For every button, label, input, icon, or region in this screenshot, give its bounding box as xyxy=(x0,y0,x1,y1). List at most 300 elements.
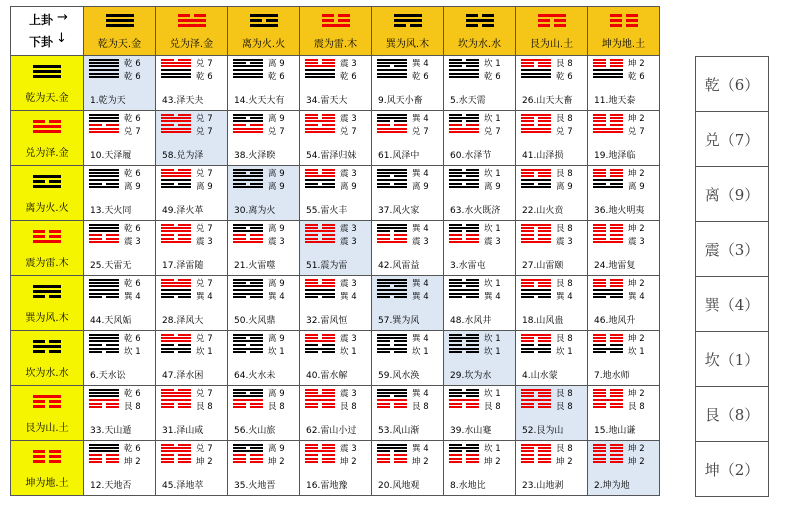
upper-trigram-tag: 震 3 xyxy=(340,224,357,234)
hexagram-symbol-icon xyxy=(233,279,263,299)
lower-trigram-tag: 坤 2 xyxy=(412,457,429,467)
hexagram-cell xyxy=(300,221,372,276)
hexagram-cell xyxy=(516,166,588,221)
lower-trigram-tag: 离 9 xyxy=(556,182,573,192)
hexagram-grid xyxy=(10,6,660,496)
trigram-symbol-icon xyxy=(322,14,350,29)
lower-trigram-tag: 巽 4 xyxy=(412,292,429,302)
upper-trigram-tag: 坤 2 xyxy=(628,224,645,234)
hexagram-name: 1.乾为天 xyxy=(90,96,126,106)
trigram-symbol-icon xyxy=(466,14,494,29)
hexagram-name: 24.地雷复 xyxy=(594,261,636,271)
upper-trigram-tag: 兑 7 xyxy=(196,224,213,234)
hexagram-cell xyxy=(516,111,588,166)
hexagram-name: 35.火地晋 xyxy=(234,481,276,491)
hexagram-name: 43.泽天夬 xyxy=(162,96,204,106)
trigram-symbol-icon xyxy=(178,14,206,29)
hexagram-name: 19.地泽临 xyxy=(594,151,636,161)
upper-trigram-tag: 离 9 xyxy=(268,444,285,454)
upper-trigram-tag: 坤 2 xyxy=(628,279,645,289)
hexagram-symbol-icon xyxy=(449,334,479,354)
lower-trigram-tag: 坎 1 xyxy=(124,347,141,357)
upper-trigram-tag: 乾 6 xyxy=(124,334,141,344)
hexagram-cell xyxy=(84,441,156,496)
hexagram-name: 30.离为火 xyxy=(234,206,276,216)
lower-trigram-tag: 震 3 xyxy=(124,237,141,247)
hexagram-name: 26.山天大畜 xyxy=(522,96,573,106)
upper-trigram-tag: 乾 6 xyxy=(124,444,141,454)
row-header-name: 兑为泽.金 xyxy=(25,148,69,159)
hexagram-cell xyxy=(588,441,660,496)
hexagram-symbol-icon xyxy=(449,59,479,79)
lower-trigram-tag: 坤 2 xyxy=(628,457,645,467)
down-arrow-icon: ↓ xyxy=(56,31,67,46)
hexagram-cell xyxy=(84,331,156,386)
hexagram-cell xyxy=(516,56,588,111)
hexagram-symbol-icon xyxy=(89,169,119,189)
column-header-name: 离为火.火 xyxy=(241,39,286,50)
hexagram-name: 64.火水未 xyxy=(234,371,276,381)
upper-trigram-tag: 艮 8 xyxy=(556,389,573,399)
hexagram-name: 3.水雷屯 xyxy=(450,261,486,271)
hexagram-cell xyxy=(228,56,300,111)
column-header-dui xyxy=(156,7,228,56)
hexagram-name: 23.山地剥 xyxy=(522,481,564,491)
upper-trigram-tag: 乾 6 xyxy=(124,224,141,234)
upper-trigram-tag: 艮 8 xyxy=(556,114,573,124)
hexagram-name: 7.地水师 xyxy=(594,371,630,381)
upper-trigram-tag: 巽 4 xyxy=(412,224,429,234)
hexagram-symbol-icon xyxy=(233,169,263,189)
upper-trigram-tag: 震 3 xyxy=(340,334,357,344)
hexagram-symbol-icon xyxy=(377,224,407,244)
column-header-kun xyxy=(588,7,660,56)
lower-trigram-tag: 巽 4 xyxy=(484,292,501,302)
lower-trigram-tag: 乾 6 xyxy=(412,72,429,82)
hexagram-cell xyxy=(444,111,516,166)
lower-trigram-tag: 坎 1 xyxy=(268,347,285,357)
hexagram-symbol-icon xyxy=(161,59,191,79)
upper-trigram-tag: 坎 1 xyxy=(484,334,501,344)
hexagram-name: 22.山火贲 xyxy=(522,206,564,216)
side-trigram-label: 兑（7） xyxy=(696,112,769,167)
lower-trigram-tag: 艮 8 xyxy=(484,402,501,412)
upper-trigram-tag: 坎 1 xyxy=(484,279,501,289)
hexagram-cell xyxy=(372,166,444,221)
upper-trigram-tag: 乾 6 xyxy=(124,279,141,289)
row-header-li xyxy=(11,166,84,221)
upper-trigram-tag: 兑 7 xyxy=(196,59,213,69)
hexagram-symbol-icon xyxy=(377,389,407,409)
lower-trigram-tag: 坎 1 xyxy=(196,347,213,357)
hexagram-cell xyxy=(516,221,588,276)
lower-trigram-tag: 离 9 xyxy=(484,182,501,192)
hexagram-symbol-icon xyxy=(305,169,335,189)
hexagram-name: 62.雷山小过 xyxy=(306,426,357,436)
hexagram-cell xyxy=(444,441,516,496)
hexagram-symbol-icon xyxy=(593,59,623,79)
lower-trigram-tag: 震 3 xyxy=(340,237,357,247)
hexagram-cell xyxy=(156,386,228,441)
hexagram-cell xyxy=(156,111,228,166)
hexagram-cell xyxy=(372,386,444,441)
hexagram-name: 11.地天泰 xyxy=(594,96,636,106)
column-header-name: 兑为泽.金 xyxy=(169,39,214,50)
lower-trigram-tag: 震 3 xyxy=(556,237,573,247)
hexagram-cell xyxy=(84,56,156,111)
hexagram-symbol-icon xyxy=(593,169,623,189)
hexagram-symbol-icon xyxy=(161,334,191,354)
hexagram-symbol-icon xyxy=(305,224,335,244)
lower-trigram-tag: 兑 7 xyxy=(628,127,645,137)
hexagram-cell xyxy=(228,441,300,496)
hexagram-name: 15.地山谦 xyxy=(594,426,636,436)
hexagram-name: 39.水山蹇 xyxy=(450,426,492,436)
hexagram-cell xyxy=(372,276,444,331)
lower-trigram-tag: 离 9 xyxy=(340,182,357,192)
lower-trigram-tag: 震 3 xyxy=(268,237,285,247)
trigram-symbol-icon xyxy=(33,175,61,190)
upper-trigram-tag: 乾 6 xyxy=(124,169,141,179)
hexagram-name: 27.山雷颐 xyxy=(522,261,564,271)
hexagram-symbol-icon xyxy=(593,334,623,354)
hexagram-name: 9.风天小畜 xyxy=(378,96,423,106)
row-header-name: 坎为水.水 xyxy=(25,368,69,379)
hexagram-symbol-icon xyxy=(233,334,263,354)
row-header-name: 震为雷.木 xyxy=(25,258,69,269)
hexagram-name: 18.山风蛊 xyxy=(522,316,564,326)
trigram-symbol-icon xyxy=(33,450,61,465)
upper-trigram-tag: 离 9 xyxy=(268,334,285,344)
lower-trigram-tag: 坎 1 xyxy=(484,347,501,357)
trigram-number-list xyxy=(695,56,769,497)
hexagram-cell xyxy=(588,56,660,111)
hexagram-symbol-icon xyxy=(89,279,119,299)
hexagram-symbol-icon xyxy=(449,224,479,244)
side-trigram-label: 乾（6） xyxy=(696,57,769,112)
hexagram-cell xyxy=(516,441,588,496)
hexagram-name: 21.火雷噬 xyxy=(234,261,276,271)
upper-trigram-tag: 巽 4 xyxy=(412,114,429,124)
lower-trigram-tag: 巽 4 xyxy=(340,292,357,302)
hexagram-cell xyxy=(156,166,228,221)
lower-trigram-tag: 乾 6 xyxy=(484,72,501,82)
hexagram-symbol-icon xyxy=(305,389,335,409)
trigram-symbol-icon xyxy=(610,14,638,29)
hexagram-cell xyxy=(228,386,300,441)
upper-trigram-tag: 艮 8 xyxy=(556,224,573,234)
hexagram-name: 13.天火同 xyxy=(90,206,132,216)
hexagram-symbol-icon xyxy=(521,59,551,79)
hexagram-name: 53.风山渐 xyxy=(378,426,420,436)
corner-cell xyxy=(11,7,84,56)
row-header-kun xyxy=(11,441,84,496)
lower-trigram-tag: 巽 4 xyxy=(268,292,285,302)
lower-trigram-tag: 艮 8 xyxy=(340,402,357,412)
row-header-name: 坤为地.土 xyxy=(25,478,69,489)
upper-trigram-tag: 艮 8 xyxy=(556,444,573,454)
hexagram-symbol-icon xyxy=(89,444,119,464)
upper-trigram-tag: 坤 2 xyxy=(628,444,645,454)
column-header-name: 坎为水.水 xyxy=(457,39,502,50)
upper-trigram-tag: 巽 4 xyxy=(412,334,429,344)
hexagram-cell xyxy=(84,221,156,276)
hexagram-name: 63.水火既济 xyxy=(450,206,501,216)
lower-trigram-tag: 乾 6 xyxy=(556,72,573,82)
hexagram-symbol-icon xyxy=(377,444,407,464)
lower-trigram-tag: 离 9 xyxy=(124,182,141,192)
upper-trigram-tag: 坤 2 xyxy=(628,389,645,399)
upper-trigram-tag: 艮 8 xyxy=(556,334,573,344)
trigram-symbol-icon xyxy=(250,14,278,29)
upper-trigram-tag: 坤 2 xyxy=(628,59,645,69)
hexagram-symbol-icon xyxy=(305,114,335,134)
lower-trigram-tag: 离 9 xyxy=(196,182,213,192)
lower-trigram-tag: 坤 2 xyxy=(196,457,213,467)
hexagram-cell xyxy=(372,56,444,111)
upper-trigram-tag: 离 9 xyxy=(268,224,285,234)
hexagram-name: 50.火风鼎 xyxy=(234,316,276,326)
hexagram-name: 45.泽地萃 xyxy=(162,481,204,491)
upper-trigram-tag: 震 3 xyxy=(340,389,357,399)
upper-trigram-tag: 巽 4 xyxy=(412,59,429,69)
hexagram-cell xyxy=(444,166,516,221)
column-header-name: 艮为山.土 xyxy=(529,39,574,50)
lower-trigram-tag: 巽 4 xyxy=(196,292,213,302)
upper-trigram-tag: 巽 4 xyxy=(412,444,429,454)
upper-trigram-tag: 离 9 xyxy=(268,114,285,124)
hexagram-symbol-icon xyxy=(377,334,407,354)
row-header-xun xyxy=(11,276,84,331)
hexagram-name: 29.坎为水 xyxy=(450,371,492,381)
hexagram-name: 8.水地比 xyxy=(450,481,486,491)
hexagram-name: 25.天雷无 xyxy=(90,261,132,271)
hexagram-name: 14.火天大有 xyxy=(234,96,285,106)
column-header-name: 震为雷.木 xyxy=(313,39,358,50)
hexagram-symbol-icon xyxy=(305,59,335,79)
upper-trigram-tag: 震 3 xyxy=(340,169,357,179)
lower-trigram-tag: 震 3 xyxy=(484,237,501,247)
hexagram-name: 6.天水讼 xyxy=(90,371,126,381)
hexagram-cell xyxy=(300,441,372,496)
upper-trigram-tag: 坤 2 xyxy=(628,114,645,124)
row-header-name: 艮为山.土 xyxy=(25,423,69,434)
lower-trigram-tag: 坤 2 xyxy=(556,457,573,467)
hexagram-cell xyxy=(444,276,516,331)
hexagram-symbol-icon xyxy=(161,224,191,244)
hexagram-symbol-icon xyxy=(161,444,191,464)
lower-trigram-tag: 坤 2 xyxy=(268,457,285,467)
hexagram-symbol-icon xyxy=(449,169,479,189)
hexagram-symbol-icon xyxy=(305,279,335,299)
hexagram-cell xyxy=(84,386,156,441)
trigram-symbol-icon xyxy=(538,14,566,29)
hexagram-cell xyxy=(300,166,372,221)
lower-trigram-tag: 乾 6 xyxy=(340,72,357,82)
upper-trigram-tag: 兑 7 xyxy=(196,389,213,399)
upper-trigram-tag: 兑 7 xyxy=(196,279,213,289)
hexagram-cell xyxy=(372,441,444,496)
row-header-kan xyxy=(11,331,84,386)
hexagram-name: 31.泽山咸 xyxy=(162,426,204,436)
right-arrow-icon: → xyxy=(57,10,68,25)
row-header-zhen xyxy=(11,221,84,276)
column-header-name: 坤为地.土 xyxy=(601,39,646,50)
hexagram-cell xyxy=(588,386,660,441)
hexagram-symbol-icon xyxy=(89,389,119,409)
hexagram-cell xyxy=(228,331,300,386)
lower-trigram-tag: 巽 4 xyxy=(628,292,645,302)
lower-trigram-tag: 兑 7 xyxy=(412,127,429,137)
hexagram-name: 58.兑为泽 xyxy=(162,151,204,161)
lower-trigram-tag: 巽 4 xyxy=(124,292,141,302)
hexagram-name: 60.水泽节 xyxy=(450,151,492,161)
hexagram-cell xyxy=(228,111,300,166)
upper-trigram-tag: 兑 7 xyxy=(196,114,213,124)
hexagram-symbol-icon xyxy=(305,334,335,354)
upper-trigram-tag: 坤 2 xyxy=(628,169,645,179)
row-header-name: 巽为风.木 xyxy=(25,313,69,324)
upper-trigram-tag: 坎 1 xyxy=(484,59,501,69)
hexagram-cell xyxy=(300,386,372,441)
lower-trigram-tag: 乾 6 xyxy=(628,72,645,82)
lower-trigram-tag: 坎 1 xyxy=(340,347,357,357)
hexagram-symbol-icon xyxy=(161,389,191,409)
hexagram-cell xyxy=(372,331,444,386)
upper-trigram-tag: 坎 1 xyxy=(484,224,501,234)
hexagram-name: 52.艮为山 xyxy=(522,426,564,436)
hexagram-symbol-icon xyxy=(521,169,551,189)
hexagram-symbol-icon xyxy=(89,114,119,134)
hexagram-symbol-icon xyxy=(521,114,551,134)
lower-trigram-tag: 艮 8 xyxy=(196,402,213,412)
upper-trigram-label: 上卦 xyxy=(29,13,54,27)
hexagram-name: 28.泽风大 xyxy=(162,316,204,326)
hexagram-symbol-icon xyxy=(233,114,263,134)
lower-trigram-tag: 坎 1 xyxy=(556,347,573,357)
lower-trigram-tag: 兑 7 xyxy=(268,127,285,137)
upper-trigram-tag: 兑 7 xyxy=(196,169,213,179)
lower-trigram-tag: 离 9 xyxy=(268,182,285,192)
hexagram-symbol-icon xyxy=(89,59,119,79)
hexagram-cell xyxy=(84,166,156,221)
hexagram-cell xyxy=(444,386,516,441)
lower-trigram-tag: 艮 8 xyxy=(124,402,141,412)
hexagram-symbol-icon xyxy=(449,279,479,299)
hexagram-name: 12.天地否 xyxy=(90,481,132,491)
hexagram-symbol-icon xyxy=(305,444,335,464)
column-header-xun xyxy=(372,7,444,56)
hexagram-name: 57.巽为风 xyxy=(378,316,420,326)
hexagram-cell xyxy=(588,166,660,221)
hexagram-name: 56.火山旅 xyxy=(234,426,276,436)
lower-trigram-tag: 离 9 xyxy=(628,182,645,192)
hexagram-symbol-icon xyxy=(161,279,191,299)
hexagram-cell xyxy=(588,111,660,166)
hexagram-symbol-icon xyxy=(233,224,263,244)
upper-trigram-tag: 艮 8 xyxy=(556,59,573,69)
hexagram-symbol-icon xyxy=(449,114,479,134)
upper-trigram-tag: 震 3 xyxy=(340,444,357,454)
lower-trigram-tag: 兑 7 xyxy=(484,127,501,137)
upper-trigram-tag: 坎 1 xyxy=(484,389,501,399)
lower-trigram-tag: 坤 2 xyxy=(124,457,141,467)
hexagram-symbol-icon xyxy=(593,389,623,409)
upper-trigram-tag: 震 3 xyxy=(340,279,357,289)
hexagram-name: 34.雷天大 xyxy=(306,96,348,106)
lower-trigram-tag: 坤 2 xyxy=(340,457,357,467)
hexagram-name: 37.风火家 xyxy=(378,206,420,216)
lower-trigram-tag: 巽 4 xyxy=(556,292,573,302)
hexagram-cell xyxy=(228,166,300,221)
lower-trigram-tag: 兑 7 xyxy=(340,127,357,137)
hexagram-name: 48.水风井 xyxy=(450,316,492,326)
lower-trigram-tag: 离 9 xyxy=(412,182,429,192)
upper-trigram-tag: 震 3 xyxy=(340,114,357,124)
lower-trigram-tag: 艮 8 xyxy=(412,402,429,412)
hexagram-cell xyxy=(372,221,444,276)
lower-trigram-tag: 震 3 xyxy=(196,237,213,247)
hexagram-name: 46.地风升 xyxy=(594,316,636,326)
hexagram-name: 5.水天需 xyxy=(450,96,486,106)
hexagram-name: 33.天山遁 xyxy=(90,426,132,436)
upper-trigram-tag: 坎 1 xyxy=(484,444,501,454)
upper-trigram-tag: 巽 4 xyxy=(412,279,429,289)
hexagram-symbol-icon xyxy=(377,169,407,189)
lower-trigram-tag: 乾 6 xyxy=(268,72,285,82)
lower-trigram-tag: 艮 8 xyxy=(556,402,573,412)
row-header-name: 乾为天.金 xyxy=(25,93,69,104)
lower-trigram-tag: 坎 1 xyxy=(628,347,645,357)
hexagram-cell xyxy=(444,56,516,111)
upper-trigram-tag: 离 9 xyxy=(268,59,285,69)
hexagram-name: 54.雷泽归妹 xyxy=(306,151,357,161)
upper-trigram-tag: 坎 1 xyxy=(484,169,501,179)
hexagram-cell xyxy=(588,331,660,386)
lower-trigram-tag: 兑 7 xyxy=(196,127,213,137)
hexagram-cell xyxy=(156,221,228,276)
column-header-zhen xyxy=(300,7,372,56)
hexagram-symbol-icon xyxy=(89,224,119,244)
hexagram-name: 40.雷水解 xyxy=(306,371,348,381)
hexagram-cell xyxy=(588,221,660,276)
hexagram-symbol-icon xyxy=(521,279,551,299)
hexagram-cell xyxy=(300,331,372,386)
hexagram-name: 10.天泽履 xyxy=(90,151,132,161)
lower-trigram-tag: 艮 8 xyxy=(268,402,285,412)
hexagram-name: 41.山泽损 xyxy=(522,151,564,161)
hexagram-name: 49.泽火革 xyxy=(162,206,204,216)
hexagram-name: 32.雷风恒 xyxy=(306,316,348,326)
trigram-symbol-icon xyxy=(33,340,61,355)
upper-trigram-tag: 乾 6 xyxy=(124,114,141,124)
upper-trigram-tag: 离 9 xyxy=(268,389,285,399)
hexagram-symbol-icon xyxy=(161,169,191,189)
upper-trigram-tag: 巽 4 xyxy=(412,169,429,179)
lower-trigram-tag: 坤 2 xyxy=(484,457,501,467)
hexagram-symbol-icon xyxy=(593,444,623,464)
hexagram-symbol-icon xyxy=(593,114,623,134)
hexagram-symbol-icon xyxy=(593,224,623,244)
lower-trigram-tag: 坎 1 xyxy=(412,347,429,357)
side-trigram-label: 坤（2） xyxy=(696,442,769,497)
hexagram-symbol-icon xyxy=(233,59,263,79)
side-trigram-label: 艮（8） xyxy=(696,387,769,442)
trigram-symbol-icon xyxy=(106,14,134,29)
hexagram-cell xyxy=(588,276,660,331)
hexagram-name: 44.天风姤 xyxy=(90,316,132,326)
hexagram-symbol-icon xyxy=(89,334,119,354)
